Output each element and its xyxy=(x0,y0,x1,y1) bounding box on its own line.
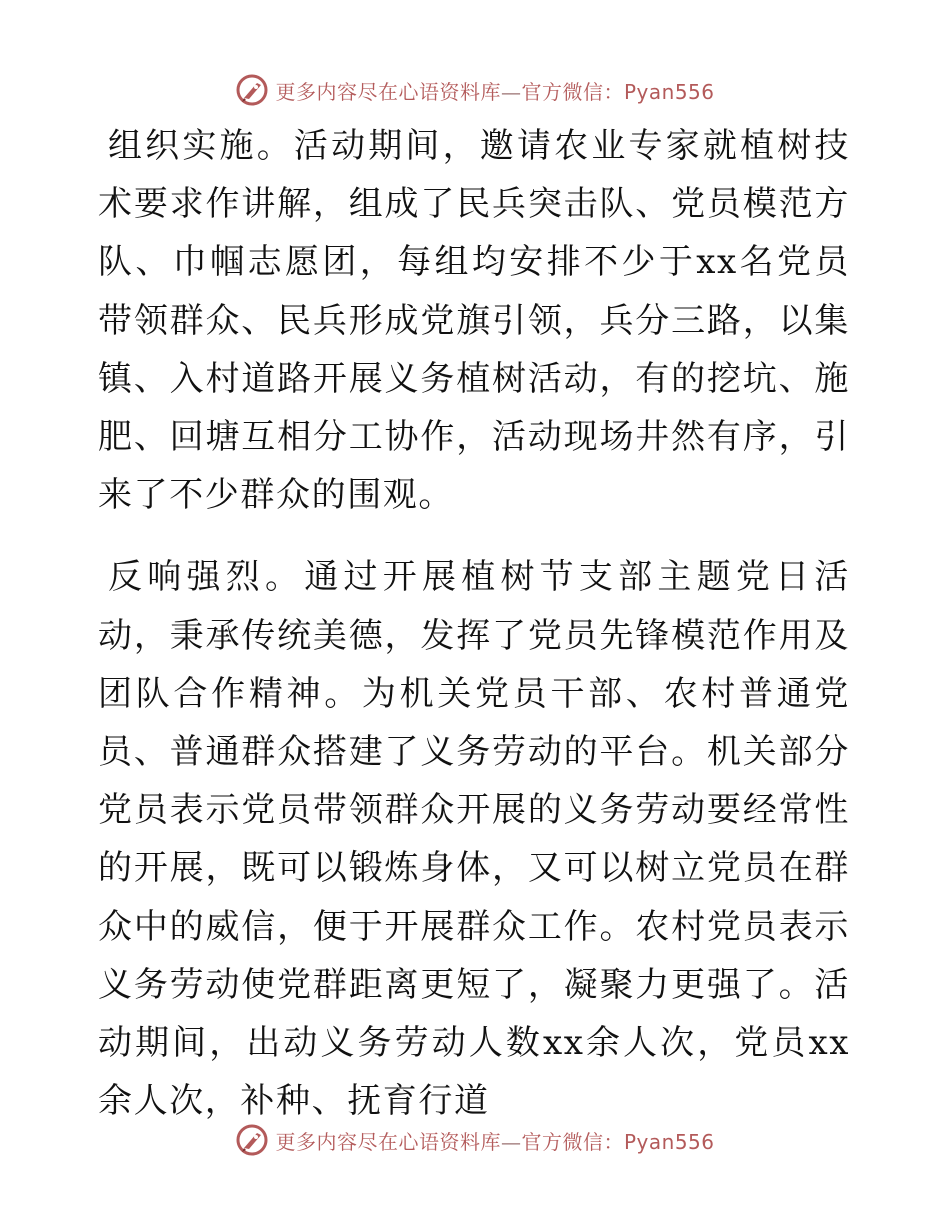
paragraph-response: 反响强烈。通过开展植树节支部主题党日活动，秉承传统美德，发挥了党员先锋模范作用及团队合作精神。为机关党员干部、农村普通党员、普通群众搭建了义务劳动的平台。机关部分党员表示党员带领群众开展的义务劳动要经常性的开展，既可以锻炼身体，又可以树立党员在群众中的威信，便于开展群众工作。农村党员表示义务劳动使党群距离更短了，凝聚力更强了。活动期间，出动义务劳动人数xx余人次，党员xx余人次，补种、抚育行道 xyxy=(98,557,850,1122)
watermark-text: 更多内容尽在心语资料库—官方微信：Pyan556 xyxy=(275,79,715,104)
quill-pen-logo-icon xyxy=(235,73,269,107)
watermark-text: 更多内容尽在心语资料库—官方微信：Pyan556 xyxy=(275,1129,715,1154)
document-body xyxy=(98,117,850,1130)
quill-pen-logo-icon xyxy=(235,1123,269,1157)
footer-watermark-banner xyxy=(0,1120,950,1160)
header-watermark-banner xyxy=(0,70,950,110)
paragraph-organization: 组织实施。活动期间，邀请农业专家就植树技术要求作讲解，组成了民兵突击队、党员模范方队、巾帼志愿团，每组均安排不少于xx名党员带领群众、民兵形成党旗引领，兵分三路，以集镇、入村道路开展义务植树活动，有的挖坑、施肥、回塘互相分工协作，活动现场井然有序，引来了不少群众的围观。 xyxy=(98,126,850,516)
